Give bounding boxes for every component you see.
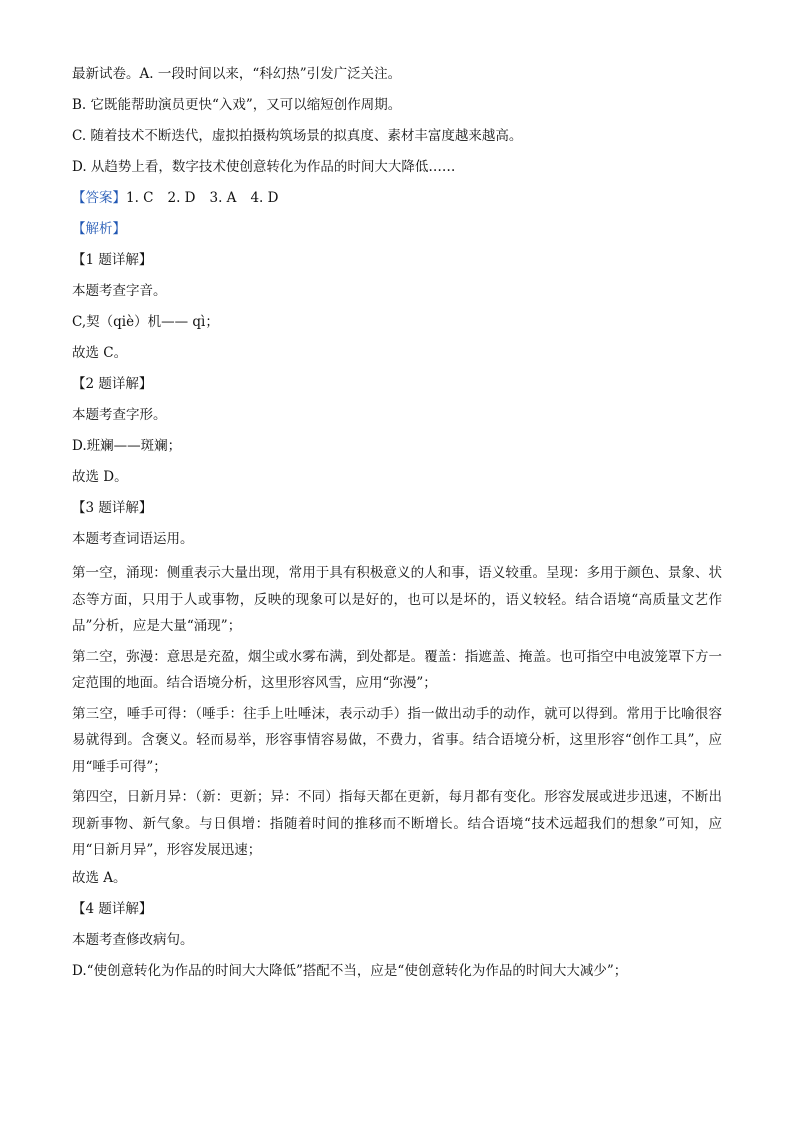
q1-line2: C,契（qiè）机—— qì； bbox=[72, 314, 219, 330]
q4-line1: 本题考查修改病句。 bbox=[72, 931, 194, 948]
q4-heading: 【4 题详解】 bbox=[72, 900, 153, 917]
answer-item-4: 4. D bbox=[250, 190, 279, 206]
q4-line2: D.“使创意转化为作品的时间大大降低”搭配不当，应是“使创意转化为作品的时间大大减少”； bbox=[72, 962, 628, 979]
answer-item-3: 3. A bbox=[209, 190, 237, 206]
answer-tag: 【答案】 bbox=[72, 190, 126, 206]
answer-line bbox=[72, 188, 722, 209]
q2-line2: D.班斓——斑斓； bbox=[72, 438, 182, 454]
q3-heading: 【3 题详解】 bbox=[72, 500, 153, 516]
answer-items bbox=[126, 190, 278, 206]
q3-paragraph-4: 第四空，日新月异：（新：更新；异：不同）指每天都在更新，每月都有变化。形容发展或进步迅速，不断出现新事物、新气象。与日俱增：指随着时间的推移而不断增长。结合语境“技术远超我们的想象”可知，应用“日新月异”，形容发展迅速； bbox=[72, 789, 722, 858]
option-lead-line: 最新试卷。A. 一段时间以来，“科幻热”引发广泛关注。 bbox=[72, 66, 402, 82]
option-d-line: D. 从趋势上看，数字技术使创意转化为作品的时间大大降低…… bbox=[72, 159, 456, 175]
q3-paragraph-2: 第二空，弥漫：意思是充盈，烟尘或水雾布满，到处都是。覆盖：指遮盖、掩盖。也可指空中电波笼罩下方一定范围的地面。结合语境分析，这里形容风雪，应用“弥漫”； bbox=[72, 648, 722, 691]
q2-heading: 【2 题详解】 bbox=[72, 376, 153, 392]
q1-line1: 本题考查字音。 bbox=[72, 283, 167, 299]
analysis-tag: 【解析】 bbox=[72, 221, 126, 237]
q1-heading: 【1 题详解】 bbox=[72, 252, 153, 268]
answer-item-2: 2. D bbox=[167, 190, 196, 206]
answer-item-1: 1. C bbox=[126, 190, 154, 206]
q3-line1: 本题考查词语运用。 bbox=[72, 531, 194, 547]
q2-line1: 本题考查字形。 bbox=[72, 407, 167, 423]
option-c-line: C. 随着技术不断迭代，虚拟拍摄构筑场景的拟真度、素材丰富度越来越高。 bbox=[72, 128, 523, 144]
q3-paragraph-1: 第一空，涌现：侧重表示大量出现，常用于具有积极意义的人和事，语义较重。呈现：多用于颜色、景象、状态等方面，只用于人或事物，反映的现象可以是好的，也可以是坏的，语义较轻。结合语境“高质量文艺作品”分析，应是大量“涌现”； bbox=[72, 565, 722, 634]
q2-line3: 故选 D。 bbox=[72, 469, 128, 485]
option-b-line: B. 它既能帮助演员更快“入戏”，又可以缩短创作周期。 bbox=[72, 97, 402, 113]
q3-line-end: 故选 A。 bbox=[72, 869, 127, 886]
q1-line3: 故选 C。 bbox=[72, 345, 128, 361]
document-page bbox=[72, 64, 722, 992]
q3-paragraph-3: 第三空，唾手可得：（唾手：往手上吐唾沫，表示动手）指一做出动手的动作，就可以得到。常用于比喻很容易就得到。含褒义。轻而易举，形容事情容易做，不费力，省事。结合语境分析，这里形容“创作工具”，应用“唾手可得”； bbox=[72, 705, 722, 775]
